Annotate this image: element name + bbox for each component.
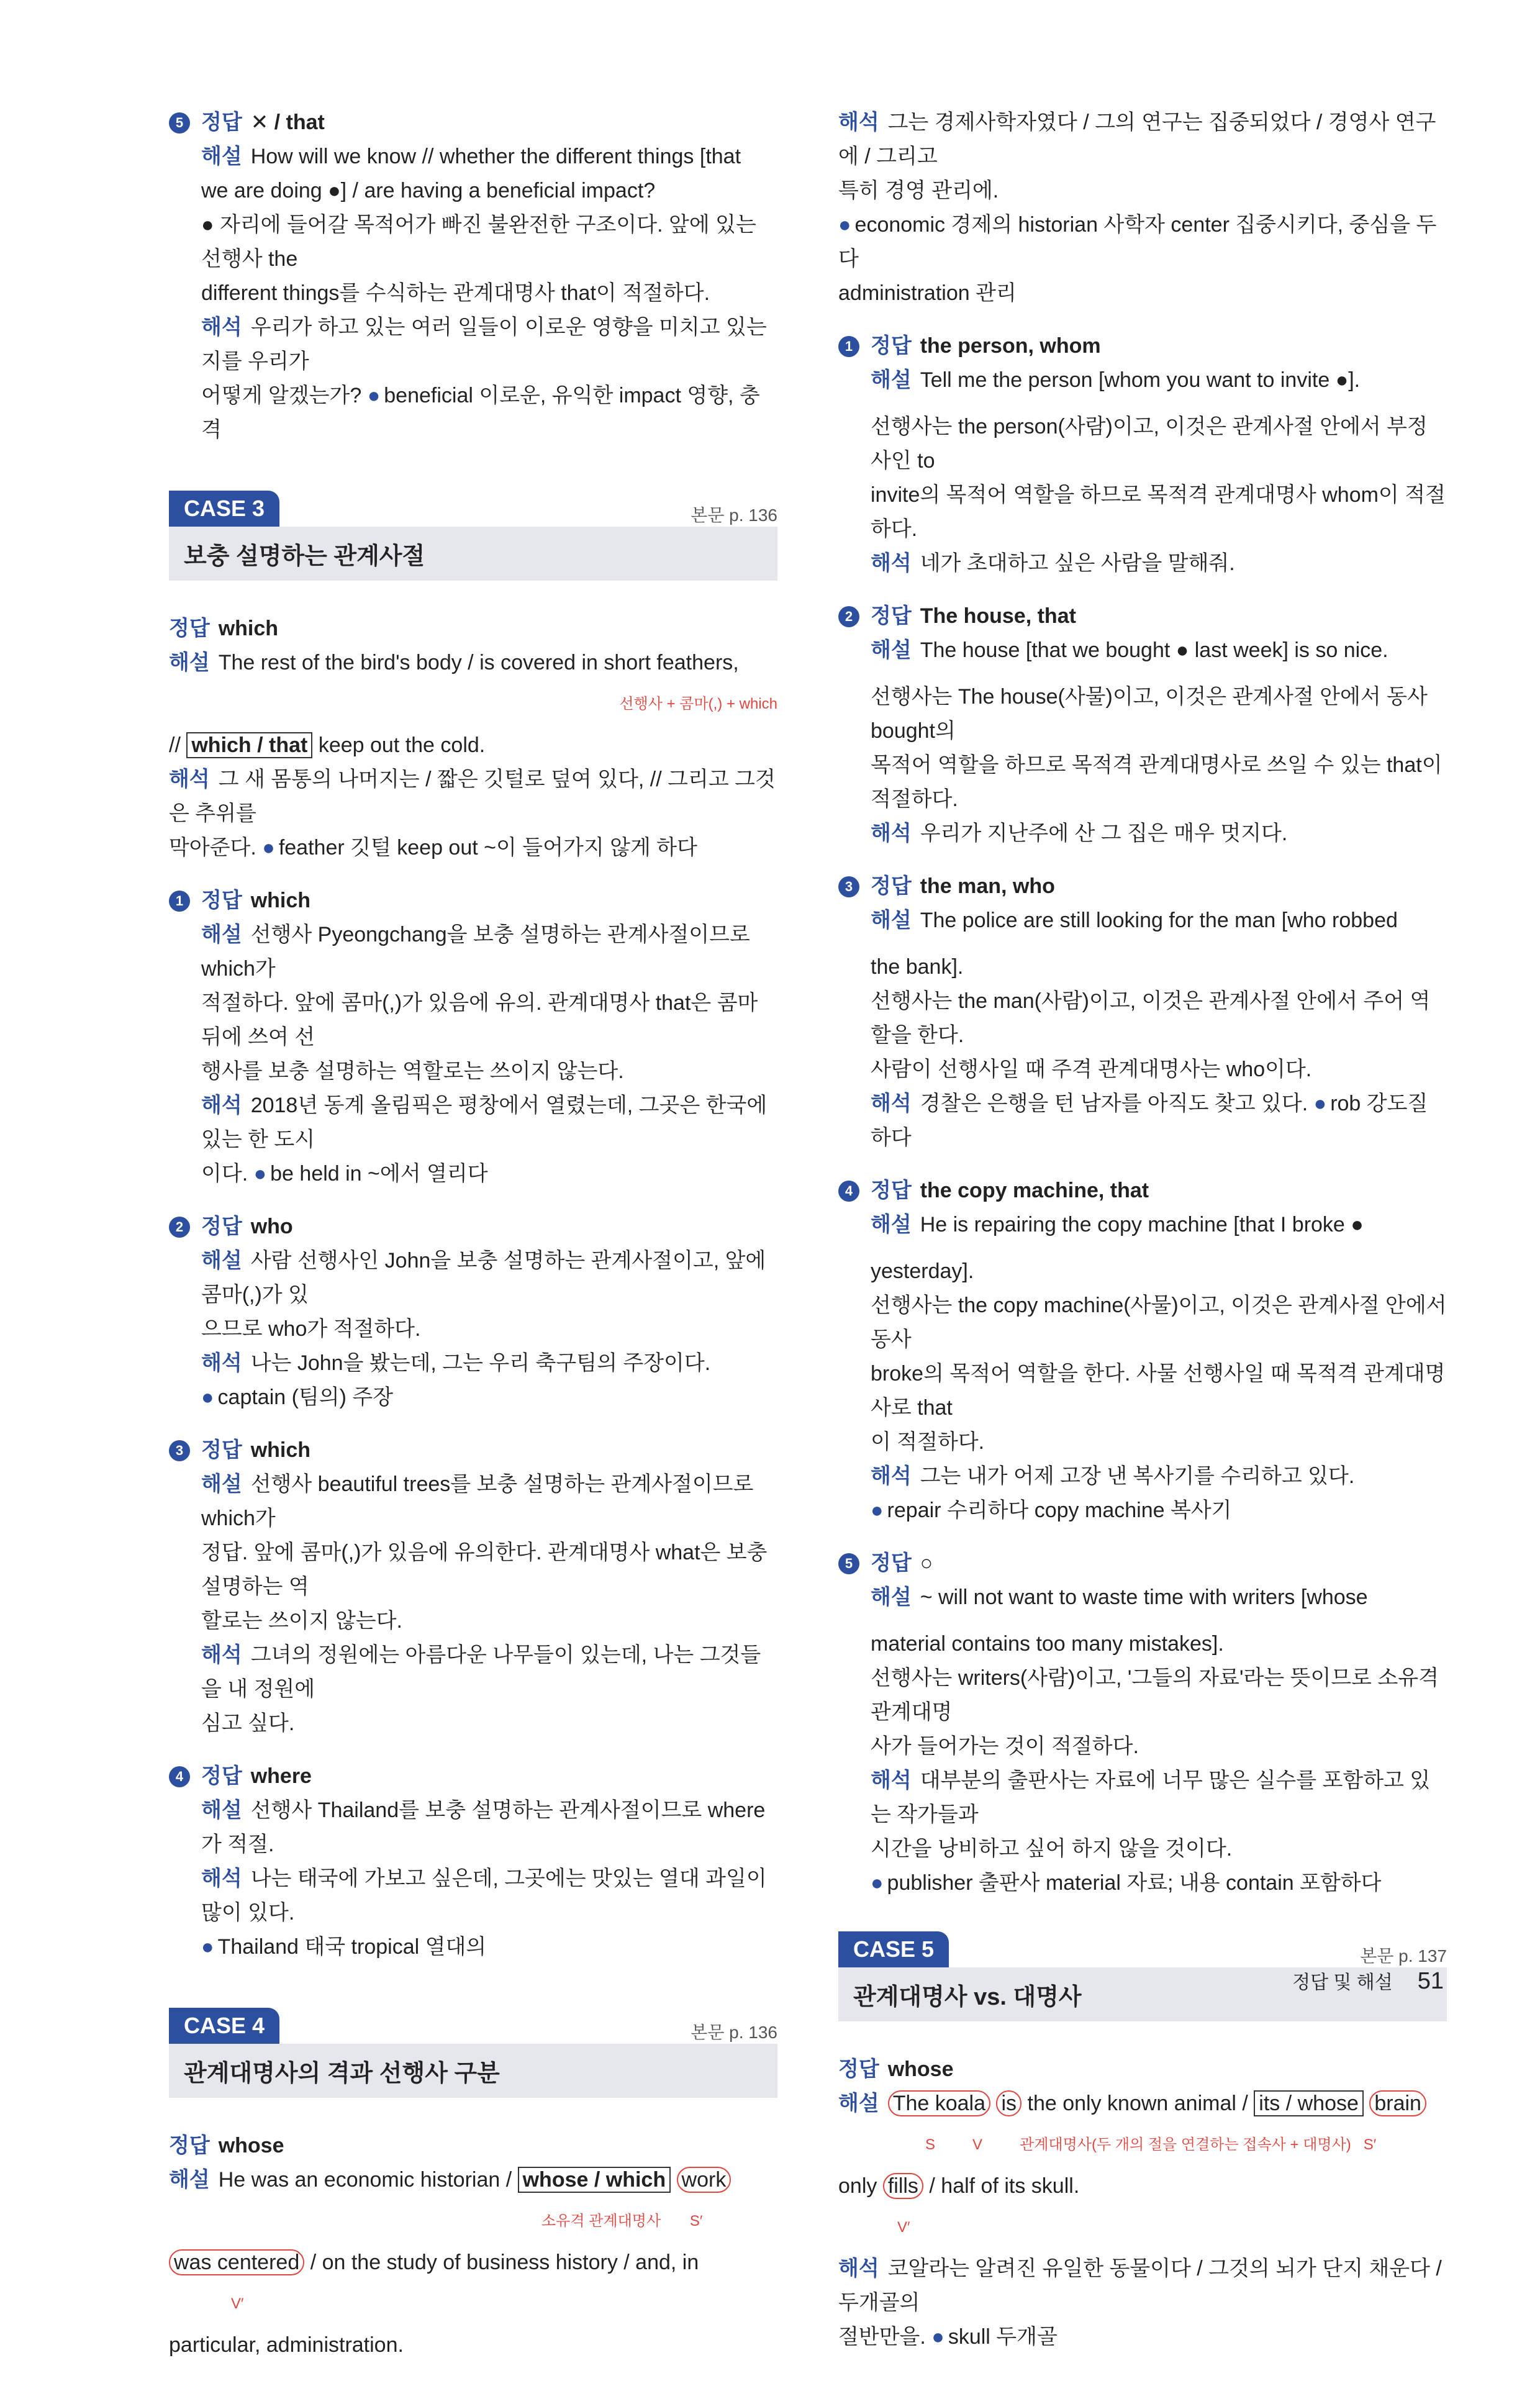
expl-line: 사람이 선행사일 때 주격 관계대명사는 who이다. — [871, 1058, 1312, 1081]
expl-label: 해설 — [201, 1249, 242, 1272]
circled-word: brain — [1369, 2090, 1426, 2116]
bullet-icon: ● — [1313, 1092, 1327, 1115]
grammar-note: S — [925, 2136, 936, 2153]
case3-item-3 — [169, 1433, 777, 1741]
trans-label: 해석 — [201, 1643, 242, 1667]
expl-line: 선행사 beautiful trees를 보충 설명하는 관계사절이므로 which가 — [201, 1472, 754, 1530]
trans-line: 절반만을. — [838, 2325, 926, 2349]
sentence-fragment: the only known animal / — [1027, 2092, 1248, 2115]
grammar-note: S′ — [1363, 2136, 1377, 2153]
case4-item-2 — [838, 599, 1447, 851]
answer-text: ✕ / that — [250, 111, 325, 134]
circled-word: fills — [883, 2173, 923, 2199]
case-tag: CASE 4 — [169, 2008, 279, 2044]
trans-line: 특히 경영 관리에. — [838, 179, 999, 202]
expl-line: ● 자리에 들어갈 목적어가 빠진 불완전한 구조이다. 앞에 있는 선행사 the — [201, 213, 756, 271]
case-tag: CASE 5 — [838, 1931, 949, 1967]
trans-line: 경찰은 은행을 턴 남자를 아직도 찾고 있다. — [920, 1092, 1308, 1115]
trans-line: 네가 초대하고 싶은 사람을 말해줘. — [920, 551, 1235, 575]
item-number: 5 — [169, 112, 190, 134]
sentence-fragment: / on the study of business history / and, in — [310, 2251, 699, 2274]
expl-label: 해설 — [169, 651, 210, 674]
expl-label: 해설 — [169, 2168, 210, 2192]
trans-label: 해석 — [169, 768, 210, 791]
bullet-icon: ● — [838, 213, 851, 237]
answer-label: 정답 — [169, 2134, 210, 2157]
expl-line: 사람 선행사인 John을 보충 설명하는 관계사절이고, 앞에 콤마(,)가 있 — [201, 1249, 766, 1307]
answer-text: where — [250, 1764, 312, 1788]
item-number: 3 — [838, 876, 859, 897]
case3-item-2 — [169, 1210, 777, 1415]
answer-text: ○ — [920, 1551, 933, 1575]
trans-label: 해석 — [871, 822, 912, 845]
expl-label: 해설 — [871, 1213, 912, 1236]
case5-example — [838, 2052, 1447, 2354]
example-sentence: the bank]. — [871, 955, 964, 979]
expl-label: 해설 — [871, 909, 912, 932]
case-tag: CASE 3 — [169, 491, 279, 527]
case4-item-5 — [838, 1546, 1447, 1900]
answer-text: which — [250, 1438, 311, 1462]
trans-label: 해석 — [201, 1351, 242, 1375]
case3-item-1 — [169, 884, 777, 1191]
answer-label: 정답 — [201, 1438, 242, 1462]
bullet-icon: ● — [871, 1499, 884, 1522]
expl-label: 해설 — [871, 638, 912, 662]
sentence-fragment: keep out the cold. — [318, 733, 486, 757]
example-sentence: The house [that we bought ● last week] is so nice. — [920, 638, 1388, 662]
example-sentence: The rest of the bird's body / is covered in short feathers, — [218, 651, 739, 674]
trans-label: 해석 — [871, 551, 912, 575]
grammar-note: 선행사 + 콤마(,) + which — [619, 696, 777, 712]
expl-line: 으므로 who가 적절하다. — [201, 1317, 421, 1341]
trans-label: 해석 — [201, 1867, 242, 1890]
answer-label: 정답 — [871, 604, 912, 628]
trans-line: 그는 내가 어제 고장 낸 복사기를 수리하고 있다. — [920, 1464, 1355, 1488]
item-number: 4 — [169, 1766, 190, 1787]
item-number: 4 — [838, 1181, 859, 1202]
answer-label: 정답 — [871, 334, 912, 358]
grammar-note: 소유격 관계대명사 — [541, 2213, 661, 2229]
example-sentence: Tell me the person [whom you want to invite ●]. — [920, 368, 1361, 392]
trans-line: 2018년 동계 올림픽은 평창에서 열렸는데, 그곳은 한국에 있는 한 도시 — [201, 1094, 768, 1151]
trans-label: 해석 — [201, 315, 242, 339]
page-footer — [1292, 1967, 1444, 1995]
bullet-icon: ● — [367, 384, 381, 407]
answer-text: which — [250, 889, 311, 912]
circled-word: The koala — [888, 2090, 990, 2116]
item-number: 1 — [838, 336, 859, 357]
bullet-icon: ● — [262, 836, 275, 859]
case4-item-4 — [838, 1174, 1447, 1528]
expl-line: 선행사는 The house(사물)이고, 이것은 관계사절 안에서 동사 bought의 — [871, 685, 1428, 743]
expl-line: 선행사는 the man(사람)이고, 이것은 관계사절 안에서 주어 역할을 한다. — [871, 989, 1431, 1047]
sentence-fragment: / half of its skull. — [929, 2174, 1080, 2198]
trans-label: 해석 — [871, 1769, 912, 1792]
trans-line: 나는 John을 봤는데, 그는 우리 축구팀의 주장이다. — [250, 1351, 711, 1375]
trans-line: 어떻게 알겠는가? — [201, 384, 362, 407]
expl-line: invite의 목적어 역할을 하므로 목적격 관계대명사 whom이 적절하다. — [871, 483, 1446, 541]
bullet-icon: ● — [253, 1162, 267, 1186]
expl-line: 사가 들어가는 것이 적절하다. — [871, 1735, 1139, 1758]
bullet-icon: ● — [931, 2325, 944, 2349]
trans-label: 해석 — [201, 1094, 242, 1117]
case-page-ref: 본문 p. 136 — [691, 506, 777, 525]
trans-line: 시간을 낭비하고 싶어 하지 않을 것이다. — [871, 1837, 1233, 1861]
trans-line: 심고 싶다. — [201, 1712, 295, 1735]
answer-text: whose — [218, 2134, 284, 2157]
vocab-text: Thailand 태국 tropical 열대의 — [217, 1935, 487, 1959]
answer-label: 정답 — [201, 1215, 242, 1238]
case4-header — [169, 2008, 777, 2098]
grammar-note: S′ — [689, 2213, 703, 2229]
expl-line: 선행사는 writers(사람)이고, '그들의 자료'라는 뜻이므로 소유격 관계대명 — [871, 1666, 1439, 1724]
choice-box: whose / which — [518, 2167, 671, 2193]
case4-example — [169, 2129, 777, 2362]
right-column — [838, 106, 1447, 2373]
bullet-icon: ● — [871, 1871, 884, 1895]
answer-label: 정답 — [201, 889, 242, 912]
bullet-icon: ● — [201, 1386, 214, 1409]
grammar-note: V′ — [231, 2295, 244, 2312]
expl-line: 선행사 Pyeongchang을 보충 설명하는 관계사절이므로 which가 — [201, 923, 750, 981]
expl-line: How will we know // whether the different things [that — [250, 145, 741, 168]
expl-line: 선행사는 the copy machine(사물)이고, 이것은 관계사절 안에서 동사 — [871, 1294, 1447, 1351]
expl-label: 해설 — [201, 1798, 242, 1822]
case-title: 관계대명사의 격과 선행사 구분 — [169, 2044, 777, 2098]
vocab-text: be held in ~에서 열리다 — [270, 1162, 488, 1186]
item-number: 2 — [169, 1217, 190, 1238]
vocab-text: repair 수리하다 copy machine 복사기 — [887, 1499, 1232, 1522]
sentence-fragment: // — [169, 733, 181, 757]
expl-label: 해설 — [201, 145, 242, 168]
expl-line: 행사를 보충 설명하는 역할로는 쓰이지 않는다. — [201, 1059, 624, 1083]
item-number: 1 — [169, 891, 190, 912]
answer-text: whose — [887, 2057, 954, 2081]
trans-line: 대부분의 출판사는 자료에 너무 많은 실수를 포함하고 있는 작가들과 — [871, 1769, 1431, 1826]
answer-label: 정답 — [169, 617, 210, 640]
answer-label: 정답 — [201, 1764, 242, 1788]
sentence-fragment: only — [838, 2174, 877, 2198]
vocab-text: skull 두개골 — [948, 2325, 1058, 2349]
grammar-note: V — [972, 2136, 983, 2153]
answer-item-5-top — [169, 106, 777, 447]
answer-label: 정답 — [871, 1179, 912, 1202]
item-number: 5 — [838, 1553, 859, 1574]
expl-line: 이 적절하다. — [871, 1430, 985, 1454]
expl-line: different things를 수식하는 관계대명사 that이 적절하다. — [201, 281, 710, 305]
case4-item-3 — [838, 869, 1447, 1155]
trans-line: 코알라는 알려진 유일한 동물이다 / 그것의 뇌가 단지 채운다 / 두개골의 — [838, 2257, 1442, 2315]
answer-text: the man, who — [920, 874, 1055, 898]
expl-label: 해설 — [871, 1585, 912, 1609]
vocab-text: publisher 출판사 material 자료; 내용 contain 포함하다 — [887, 1871, 1382, 1895]
trans-line: 그녀의 정원에는 아름다운 나무들이 있는데, 나는 그것들을 내 정원에 — [201, 1643, 761, 1701]
expl-label: 해설 — [201, 923, 242, 946]
trans-line: 그는 경제사학자였다 / 그의 연구는 집중되었다 / 경영사 연구에 / 그리고 — [838, 111, 1436, 168]
case-page-ref: 본문 p. 137 — [1360, 1946, 1447, 1966]
answer-text: The house, that — [920, 604, 1076, 628]
expl-line: 할로는 쓰이지 않는다. — [201, 1609, 402, 1633]
trans-line: 나는 태국에 가보고 싶은데, 그곳에는 맛있는 열대 과일이 많이 있다. — [201, 1867, 767, 1925]
sentence-fragment: particular, administration. — [169, 2333, 404, 2357]
trans-line: 우리가 하고 있는 여러 일들이 이로운 영향을 미치고 있는지를 우리가 — [201, 315, 767, 373]
example-sentence: yesterday]. — [871, 1259, 974, 1283]
vocab-text: captain (팀의) 주장 — [217, 1386, 394, 1409]
answer-label: 정답 — [871, 874, 912, 898]
case3-example — [169, 612, 777, 865]
example-sentence: ~ will not want to waste time with writers [whose — [920, 1585, 1368, 1609]
expl-line: 적절하다. 앞에 콤마(,)가 있음에 유의. 관계대명사 that은 콤마 뒤에 쓰여 선 — [201, 991, 758, 1049]
answer-text: who — [250, 1215, 293, 1238]
left-column — [169, 106, 777, 2381]
case-title: 보충 설명하는 관계사절 — [169, 527, 777, 581]
trans-line: 우리가 지난주에 산 그 집은 매우 멋지다. — [920, 822, 1288, 845]
answer-text: the copy machine, that — [920, 1179, 1149, 1202]
choice-box: its / whose — [1254, 2090, 1364, 2116]
trans-label: 해석 — [871, 1464, 912, 1488]
case-title: 관계대명사 vs. 대명사 — [838, 1967, 1447, 2021]
expl-line: we are doing ●] / are having a beneficial impact? — [201, 179, 656, 202]
trans-line: 막아준다. — [169, 836, 256, 859]
case-page-ref: 본문 p. 136 — [691, 2023, 777, 2042]
answer-label: 정답 — [201, 111, 242, 134]
circled-word: work — [677, 2167, 732, 2193]
circled-word: is — [996, 2090, 1021, 2116]
answer-label: 정답 — [871, 1551, 912, 1575]
example-sentence: The police are still looking for the man [who robbed — [920, 909, 1398, 932]
expl-label: 해설 — [201, 1472, 242, 1496]
answer-label: 정답 — [838, 2057, 879, 2081]
case3-header — [169, 491, 777, 581]
choice-box: which / that — [186, 732, 312, 758]
item-number: 2 — [838, 606, 859, 627]
grammar-note: V′ — [897, 2219, 910, 2236]
trans-label: 해석 — [838, 111, 879, 134]
expl-line: 정답. 앞에 콤마(,)가 있음에 유의한다. 관계대명사 what은 보충 설명하는 역 — [201, 1541, 768, 1599]
trans-line: 이다. — [201, 1162, 248, 1186]
trans-line: 그 새 몸통의 나머지는 / 짧은 깃털로 덮여 있다, // 그리고 그것은 추위를 — [169, 768, 776, 825]
case4-item-1 — [838, 329, 1447, 581]
case3-item-4 — [169, 1759, 777, 1964]
case4-continuation — [838, 106, 1447, 311]
answer-text: which — [218, 617, 279, 640]
vocab-text: rob 강도질하다 — [871, 1092, 1428, 1150]
trans-label: 해석 — [871, 1092, 912, 1115]
vocab-text: feather 깃털 keep out ~이 들어가지 않게 하다 — [278, 836, 697, 859]
expl-line: 목적어 역할을 하므로 목적격 관계대명사로 쓰일 수 있는 that이 적절하다. — [871, 753, 1443, 811]
expl-line: 선행사 Thailand를 보충 설명하는 관계사절이므로 where가 적절. — [201, 1798, 766, 1856]
circled-word: was centered — [169, 2249, 304, 2275]
trans-label: 해석 — [838, 2257, 879, 2280]
expl-line: 선행사는 the person(사람)이고, 이것은 관계사절 안에서 부정사인 to — [871, 415, 1428, 473]
example-sentence: He is repairing the copy machine [that I broke ● — [920, 1213, 1364, 1236]
vocab-text: administration 관리 — [838, 281, 1017, 305]
answer-text: the person, whom — [920, 334, 1101, 358]
page-number: 51 — [1417, 1968, 1444, 1994]
grammar-note: 관계대명사(두 개의 절을 연결하는 접속사 + 대명사) — [1020, 2136, 1351, 2153]
expl-label: 해설 — [871, 368, 912, 392]
bullet-icon: ● — [201, 1935, 214, 1959]
vocab-text: economic 경제의 historian 사학자 center 집중시키다, 중심을 두다 — [838, 213, 1437, 271]
footer-label: 정답 및 해설 — [1292, 1972, 1393, 1993]
vocab-text: beneficial 이로운, 유익한 impact 영향, 충격 — [201, 384, 760, 442]
sentence-fragment: He was an economic historian / — [218, 2168, 512, 2192]
example-sentence: material contains too many mistakes]. — [871, 1632, 1224, 1656]
item-number: 3 — [169, 1440, 190, 1461]
expl-label: 해설 — [838, 2092, 879, 2115]
expl-line: broke의 목적어 역할을 한다. 사물 선행사일 때 목적격 관계대명사로 that — [871, 1362, 1446, 1420]
